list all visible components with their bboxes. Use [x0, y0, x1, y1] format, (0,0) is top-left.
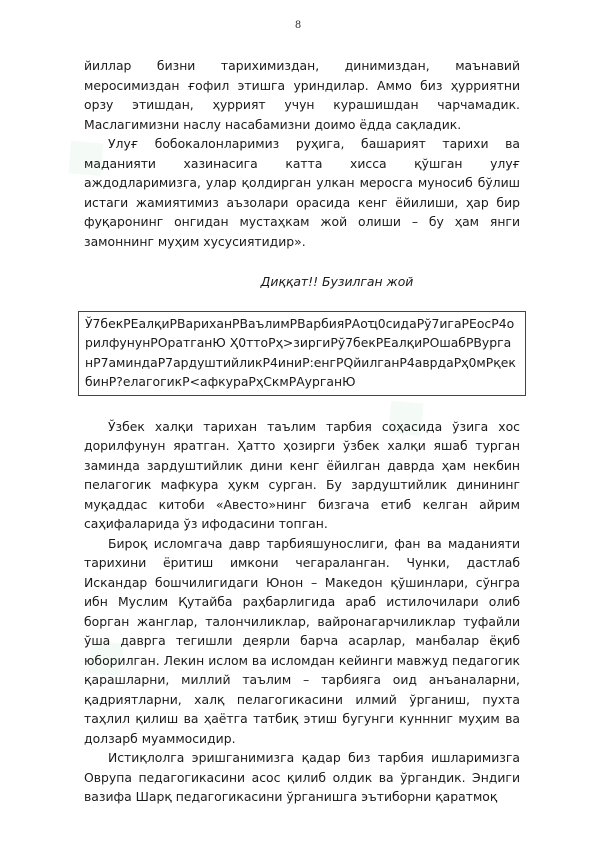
- corruption-warning: Диққат!! Бузилган жой: [260, 274, 414, 289]
- page-number: 8: [294, 20, 302, 31]
- paragraph: Улуғ бобокалонларимиз руҳига, башарият тарихи ва маданияти хазинасига катта хисса қўшган улуғ аждодларимизга, улар қолдирган улкан меросга муносиб бўлиш истаги жамиятимиз аъзолари орасида кенг ёйилиши, ҳар бир фуқаронинг онгидан мустаҳкам жой олиши – бу ҳам янги замоннинг муҳим хусусиятидир».: [84, 136, 520, 249]
- document-body: [84, 56, 520, 807]
- paragraph: Бироқ исломгача давр тарбияшунослиги, фан ва маданияти тарихини ёритиш имкони чегараланган. Чунки, дастлаб Искандар бошчилигидаги Юнон – Македон қўшинлари, сўнгра ибн Муслим Қутайба раҳбарлигида араб истилочилари олиб борган жанглар, талончиликлар, вайронагарчиликлар туфайли ўша даврга тегишли деярли барча асарлар, манбалар ёқиб юборилган. Лекин ислом ва исломдан кейинги мавжуд педагогик қарашларни, миллий таълим – тарбияга оид анъаналарни, қадриятларни, халқ пелагогикасини илмий ўрганиш, пухта таҳлил қилиш ва ҳаётга татбиқ этиш бугунги куннниг муҳим ва долзарб муаммосидир.: [84, 535, 520, 746]
- paragraph: йиллар бизни тарихимиздан, динимиздан, маънавий меросимиздан ғофил этишга уриндилар. Аммо биз ҳурриятни орзу этишдан, ҳуррият учун курашишдан чарчамадик. Маслагимизни наслу насабамизни доимо ёдда сақладик.: [84, 58, 520, 132]
- corrupted-text-box: Ў7бекРЕалқиРВариханРВаълимРВарбияРАоҵ0сидаРў7игаРЕосР4орилфунунРОратганЮ Ҳ0ттоРҳ>зиргиРў7бекРЕалқиРОшабРВурганР7аминдаР7ардуштийликР4иниР:енгРQйилганР4аврдаРҳ0мРқекбинР?елагогикР<афкураРҳСкмРАурганЮ: [78, 311, 526, 396]
- watermark-shape: ◆: [362, 373, 444, 457]
- paragraph: Истиқлолга эришганимизга қадар биз тарбия ишларимизга Оврупа педагогикасини асос қилиб олдик ва ўргандик. Эндиги вазифа Шарқ педагогикасини ўрганишга эътиборни қаратмоқ: [84, 750, 520, 804]
- watermark-shape: ◆: [62, 613, 144, 697]
- paragraph: Ўзбек халқи тарихан таълим тарбия соҳасида ўзига хос дорилфунун яратган. Ҳатто ҳозирги ўзбек халқи яшаб турган заминда зардуштийлик дини кенг ёйилган даврда ҳам некбин пелагогик мафкура ҳукм сурган. Бу зардуштийлик динининг муқаддас китоби «Авесто»нинг бизгача етиб келган айрим саҳифаларида ўз ифодасини топган.: [84, 418, 520, 531]
- watermark-shape: ◆: [42, 113, 124, 197]
